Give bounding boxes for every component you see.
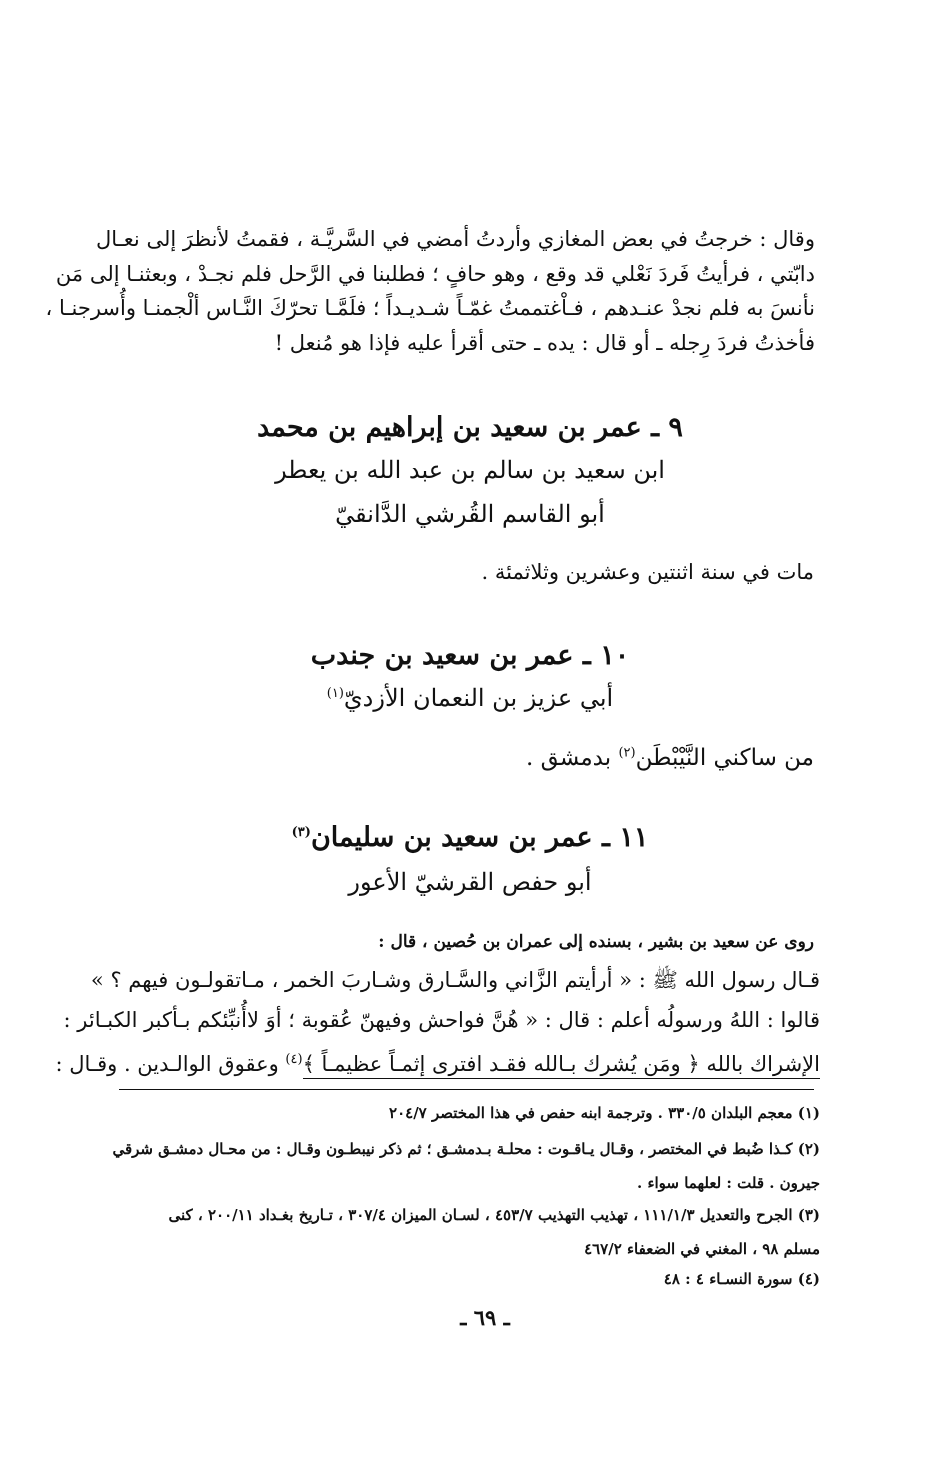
entry9-kunya: أبو القاسم القُرشي الدَّانقيّ — [335, 500, 605, 528]
footnote-1 — [125, 1100, 820, 1126]
footnote-ref: (٣) — [291, 825, 311, 840]
entry9-lineage: ابن سعيد بن سالم بن عبد الله بن يعطر — [275, 456, 665, 484]
entry9-note: مات في سنة اثنتين وعشرين وثلاثمئة . — [481, 560, 814, 584]
entry9-title: ٩ ـ عمر بن سعيد بن إبراهيم بن محمد — [257, 412, 683, 443]
page-number: ـ ٦٩ ـ — [460, 1305, 510, 1330]
entry10-note — [526, 745, 814, 771]
text-fragment: وعقوق الوالـدين . وقـال : — [55, 1052, 286, 1076]
text-line: قالوا : اللهُ ورسولُه أعلم : قال : « هُنَّ فواحش وفيهنّ عُقوبة ؛ أوَ لاأُنبِّئكم بـأكبر الكبـائر : — [63, 1008, 820, 1032]
footnote-ref: (١) — [326, 686, 344, 701]
footnote-line: جيرون . قلت : لعلهما سواء . — [637, 1174, 820, 1192]
entry11-title-line — [120, 822, 820, 853]
entry11-title: ١١ ـ عمر بن سعيد بن سليمان — [310, 822, 649, 853]
text-line: قـال رسول الله ﷺ : « أرأيتم الزَّاني والسَّـارق وشـاربَ الخمر ، مـاتقولـون فيهم ؟ » — [90, 968, 820, 992]
intro-paragraph — [45, 222, 815, 360]
footnote-line: مسلم ٩٨ ، المغني في الضعفاء ٤٦٧/٢ — [584, 1240, 820, 1258]
footnote-divider — [119, 1089, 814, 1090]
footnote-4 — [125, 1266, 820, 1292]
footnote-ref: (٤) — [285, 1052, 303, 1067]
text-line — [55, 1040, 820, 1084]
entry10-title: ١٠ ـ عمر بن سعيد بن جندب — [310, 640, 630, 671]
text-line: فأخذتُ فردَ رِجله ـ أو قال : يده ـ حتى أقرأ عليه فإذا هو مُنعل ! — [274, 330, 815, 355]
footnote-ref: (٢) — [618, 745, 636, 761]
footnote-line: (١) معجم البلدان ٣٣٠/٥ . وترجمة ابنه حفص في هذا المختصر ٢٠٤/٧ — [389, 1104, 820, 1122]
entry10-note-text: بدمشق . — [526, 745, 619, 771]
text-line: نأنسَ به فلم نجدْ عنـدهم ، فـاْغتممتُ غمّـاً شـديـداً ؛ فلَمَّـا تحرّكَ النَّـاس ألْجمنـا وأُسرجنـا ، — [45, 296, 815, 320]
footnote-3 — [125, 1202, 820, 1262]
text-line: وقال : خرجتُ في بعض المغازي وأردتُ أمضي في السَّريَّـة ، فقمتُ لأنظرَ إلى نعـال — [95, 227, 815, 251]
quran-quote: الإشراك بالله ﴿ ومَن يُشرك بـالله فقـد افترى إثمـاً عظيمـاً ﴾ — [303, 1052, 820, 1079]
footnote-line: (٣) الجرح والتعديل ١١١/١/٣ ، تهذيب التهذيب ٤٥٣/٧ ، لسـان الميزان ٣٠٧/٤ ، تـاريخ بغـداد ٢٠٠/١١ ، كنى — [168, 1206, 820, 1224]
entry11-kunya: أبو حفص القرشيّ الأعور — [348, 868, 592, 896]
text-line: دابّتي ، فرأيتُ فَردَ نَعْلي قد وقع ، وهو حافٍ ؛ فطلبنا في الرَّحل فلم نجـدْ ، وبعثنـا إلى مَن — [55, 261, 815, 286]
entry10-kunya-line — [120, 684, 820, 712]
entry10-note-text: من ساكني النَّيْبْطَن — [635, 745, 814, 771]
entry11-chain: روى عن سعيد بن بشير ، بسنده إلى عمران بن حُصين ، قال : — [378, 932, 814, 952]
footnote-2 — [112, 1136, 820, 1196]
footnote-line: (٢) كـذا ضُبط في المختصر ، وقـال يـاقـوت : محلـة بـدمشـق ؛ ثم ذكر نيبطـون وقـال : من محـال دمشـق شرقي — [112, 1140, 820, 1158]
hadith-text — [55, 960, 820, 1084]
entry10-kunya: أبي عزيز بن النعمان الأزديّ — [343, 684, 614, 712]
footnote-line: (٤) سورة النسـاء ٤ : ٤٨ — [663, 1270, 820, 1288]
